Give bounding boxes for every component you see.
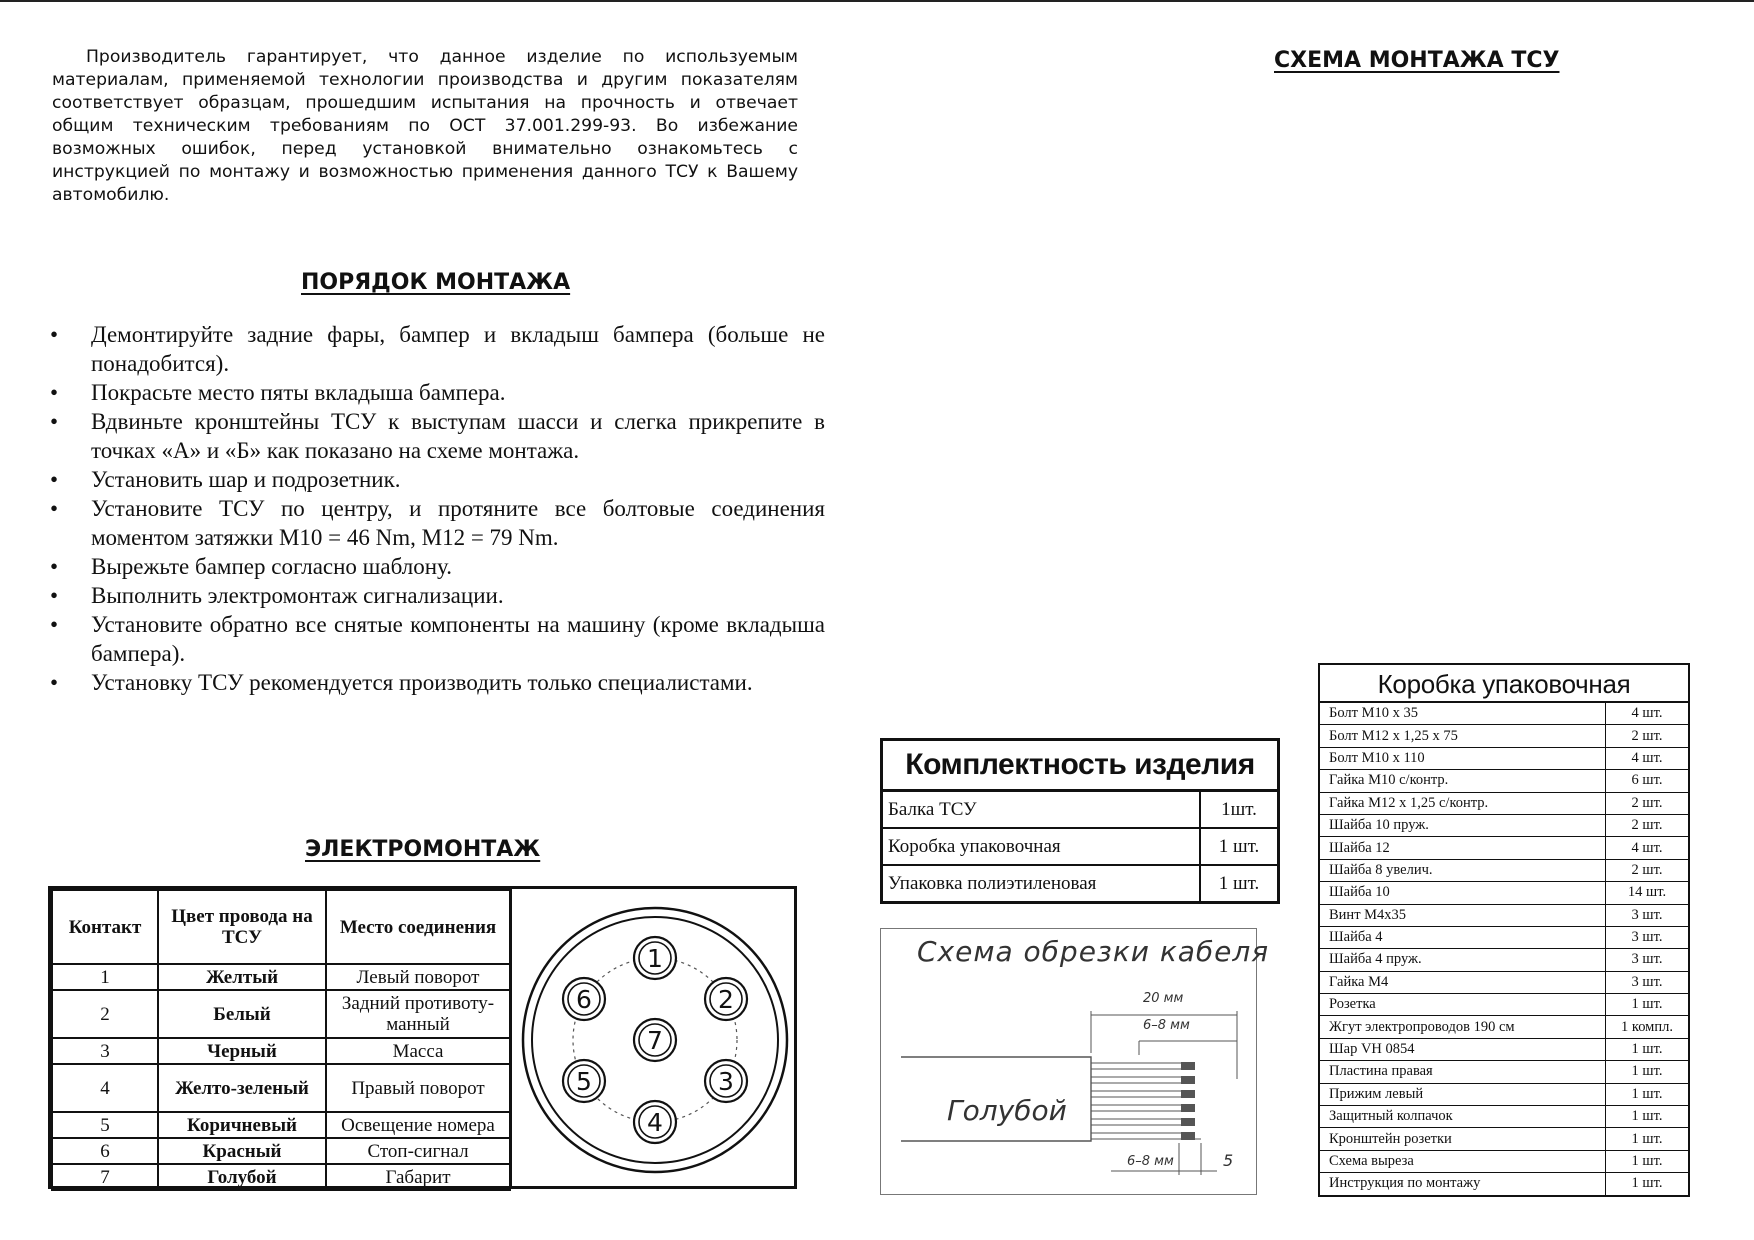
wiring-row	[52, 1138, 510, 1164]
connection-place: Правый поворот	[326, 1064, 510, 1112]
packing-row	[1320, 1173, 1688, 1195]
wire-color: Красный	[158, 1138, 326, 1164]
socket-pin-label: 7	[647, 1026, 663, 1055]
wire-color: Белый	[158, 990, 326, 1038]
installation-step: • Вырежьте бампер согласно шаблону.	[50, 552, 825, 581]
wire-tips	[1181, 1062, 1195, 1140]
packing-qty: 2 шт.	[1606, 859, 1689, 881]
installation-step: • Демонтируйте задние фары, бампер и вкладыш бампера (больше не понадобится).	[50, 320, 825, 378]
packing-row	[1320, 792, 1688, 814]
packing-row	[1320, 725, 1688, 747]
packing-qty: 3 шт.	[1606, 904, 1689, 926]
packing-item: Шайба 12	[1320, 837, 1606, 859]
connection-place: Освещение номера	[326, 1112, 510, 1138]
packing-item: Прижим левый	[1320, 1083, 1606, 1105]
packing-item: Кронштейн розетки	[1320, 1128, 1606, 1150]
packing-qty: 1 шт.	[1606, 1150, 1689, 1172]
packing-qty: 2 шт.	[1606, 814, 1689, 836]
packing-qty: 2 шт.	[1606, 725, 1689, 747]
installation-order-heading: ПОРЯДОК МОНТАЖА	[301, 270, 571, 295]
packing-row	[1320, 1083, 1688, 1105]
packing-qty: 3 шт.	[1606, 926, 1689, 948]
packing-row	[1320, 994, 1688, 1016]
packing-row	[1320, 1016, 1688, 1038]
socket-pin-label: 4	[647, 1108, 663, 1137]
packing-item: Шайба 4	[1320, 926, 1606, 948]
contact-number: 2	[52, 990, 158, 1038]
packing-qty: 6 шт.	[1606, 770, 1689, 792]
socket-pin-5	[563, 1060, 605, 1102]
packing-qty: 4 шт.	[1606, 837, 1689, 859]
connection-place: Стоп-сигнал	[326, 1138, 510, 1164]
packing-qty: 1 шт.	[1606, 1061, 1689, 1083]
packing-item: Пластина правая	[1320, 1061, 1606, 1083]
packing-row	[1320, 926, 1688, 948]
socket-pin-label: 5	[576, 1067, 592, 1096]
packing-row	[1320, 1128, 1688, 1150]
dimension-end: 5	[1223, 1151, 1234, 1170]
completeness-row	[883, 828, 1277, 865]
packing-row	[1320, 770, 1688, 792]
wiring-row	[52, 1164, 510, 1190]
contact-number: 7	[52, 1164, 158, 1190]
packing-qty: 14 шт.	[1606, 882, 1689, 904]
installation-steps-list	[50, 320, 825, 697]
wiring-heading: ЭЛЕКТРОМОНТАЖ	[305, 837, 541, 862]
packing-qty: 3 шт.	[1606, 971, 1689, 993]
completeness-qty: 1шт.	[1200, 792, 1277, 828]
completeness-item: Балка ТСУ	[888, 798, 977, 820]
packing-row	[1320, 747, 1688, 769]
connection-place: Левый поворот	[326, 964, 510, 990]
packing-qty: 3 шт.	[1606, 949, 1689, 971]
packing-item: Гайка M4	[1320, 971, 1606, 993]
packing-item: Защитный колпачок	[1320, 1106, 1606, 1128]
col-header-contact: Контакт	[52, 890, 158, 964]
installation-step: • Вдвиньте кронштейны ТСУ к выступам шасси и слегка прикрепите в точках «А» и «Б» как показано на схеме монтажа.	[50, 407, 825, 465]
packing-item: Болт M10 x 35	[1329, 705, 1418, 722]
contact-number: 6	[52, 1138, 158, 1164]
mounting-scheme-heading: СХЕМА МОНТАЖА ТСУ	[1274, 48, 1560, 73]
packing-row	[1320, 971, 1688, 993]
packing-qty: 1 шт.	[1606, 1038, 1689, 1060]
packing-row	[1320, 859, 1688, 881]
packing-item: Розетка	[1320, 994, 1606, 1016]
installation-step: • Покрасьте место пяты вкладыша бампера.	[50, 378, 825, 407]
packing-qty: 4 шт.	[1606, 747, 1689, 769]
packing-box-table-box	[1318, 663, 1690, 1197]
packing-row	[1320, 1061, 1688, 1083]
installation-step: • Установите обратно все снятые компоненты на машину (кроме вкладыша бампера).	[50, 610, 825, 668]
completeness-table	[883, 792, 1277, 901]
packing-item: Болт M10 x 110	[1320, 747, 1606, 769]
packing-item: Шайба 10	[1320, 882, 1606, 904]
wire-color: Желто-зеленый	[158, 1064, 326, 1112]
table-divider	[509, 889, 512, 1186]
packing-item: Шайба 8 увелич.	[1320, 859, 1606, 881]
completeness-item: Упаковка полиэтиленовая	[883, 865, 1200, 901]
contact-number: 5	[52, 1112, 158, 1138]
cable-cut-diagram	[880, 928, 1270, 1195]
socket-pin-3	[705, 1060, 747, 1102]
packing-row	[1320, 904, 1688, 926]
socket-pinout-diagram	[517, 892, 794, 1189]
wire-color: Голубой	[158, 1164, 326, 1190]
connection-place: Габарит	[326, 1164, 510, 1190]
packing-item: Схема выреза	[1320, 1150, 1606, 1172]
packing-qty: 1 компл.	[1606, 1016, 1689, 1038]
packing-box-title: Коробка упаковочная	[1320, 665, 1688, 703]
packing-row	[1320, 882, 1688, 904]
socket-pin-label: 3	[718, 1067, 734, 1096]
socket-pin-2	[705, 978, 747, 1020]
socket-pin-7	[634, 1019, 676, 1061]
packing-item: Инструкция по монтажу	[1320, 1173, 1606, 1195]
packing-row	[1320, 1150, 1688, 1172]
contact-number: 4	[52, 1064, 158, 1112]
installation-step: • Установить шар и подрозетник.	[50, 465, 825, 494]
completeness-row	[883, 865, 1277, 901]
warranty-paragraph: Производитель гарантирует, что данное изделие по используемым материалам, применяемой технологии производства и другим показателям соответствует образцам, прошедшим испытания на прочность и отвечает общим техническим требованиям по ОСТ 37.001.299-93. Во избежание возможных ошибок, перед установкой внимательно ознакомьтесь с инструкцией по монтажу и возможностью применения данного ТСУ к Вашему автомобилю.	[52, 47, 798, 205]
packing-item: Винт M4x35	[1320, 904, 1606, 926]
contact-number: 3	[52, 1038, 158, 1064]
wire-color: Желтый	[158, 964, 326, 990]
packing-item: Болт M12 x 1,25 x 75	[1320, 725, 1606, 747]
packing-item: Гайка M12 x 1,25 с/контр.	[1320, 792, 1606, 814]
packing-item: Шайба 10 пруж.	[1320, 814, 1606, 836]
col-header-wire-color: Цвет провода на ТСУ	[158, 890, 326, 964]
completeness-title: Комплектность изделия	[883, 741, 1277, 792]
packing-qty: 1 шт.	[1606, 1173, 1689, 1195]
packing-row	[1320, 837, 1688, 859]
packing-row	[1320, 949, 1688, 971]
completeness-table-box	[880, 738, 1280, 904]
cable-wires	[1091, 1063, 1201, 1139]
packing-qty: 2 шт.	[1606, 792, 1689, 814]
installation-step: • Установку ТСУ рекомендуется производить только специалистами.	[50, 668, 825, 697]
socket-pin-label: 1	[647, 944, 663, 973]
contact-number: 1	[52, 964, 158, 990]
socket-pin-1	[634, 937, 676, 979]
completeness-qty: 1 шт.	[1200, 865, 1277, 901]
packing-row	[1320, 703, 1688, 725]
dimension-total: 20 мм	[1143, 991, 1184, 1006]
packing-box-table	[1320, 703, 1688, 1195]
packing-row	[1320, 1106, 1688, 1128]
packing-qty: 1 шт.	[1606, 1083, 1689, 1105]
wiring-row	[52, 1064, 510, 1112]
socket-pin-label: 2	[718, 985, 734, 1014]
packing-item: Жгут электропроводов 190 см	[1320, 1016, 1606, 1038]
cable-wire-label: Голубой	[947, 1094, 1067, 1127]
installation-step: • Установите ТСУ по центру, и протяните все болтовые соединения моментом затяжки M10 = 46 Nm, M12 = 79 Nm.	[50, 494, 825, 552]
packing-item: Шайба 4 пруж.	[1320, 949, 1606, 971]
completeness-item: Коробка упаковочная	[883, 828, 1200, 865]
wiring-table-body	[52, 964, 510, 1190]
packing-qty: 1 шт.	[1606, 1106, 1689, 1128]
socket-pin-label: 6	[576, 985, 592, 1014]
socket-pin-4	[634, 1101, 676, 1143]
wiring-panel	[48, 886, 797, 1189]
dimension-lines	[1091, 1011, 1237, 1175]
wiring-row	[52, 1112, 510, 1138]
wiring-row	[52, 990, 510, 1038]
packing-row	[1320, 1038, 1688, 1060]
packing-qty: 4 шт.	[1606, 703, 1689, 725]
packing-row	[1320, 814, 1688, 836]
dimension-strip-bottom: 6–8 мм	[1127, 1154, 1174, 1169]
page-top-rule	[0, 0, 1754, 2]
packing-item: Гайка M10 с/контр.	[1320, 770, 1606, 792]
wire-color: Коричневый	[158, 1112, 326, 1138]
completeness-qty: 1 шт.	[1200, 828, 1277, 865]
completeness-row	[883, 792, 1277, 828]
wire-color: Черный	[158, 1038, 326, 1064]
packing-qty: 1 шт.	[1606, 1128, 1689, 1150]
dimension-strip-top: 6–8 мм	[1143, 1018, 1190, 1033]
col-header-connection: Место соединения	[326, 890, 510, 964]
connection-place: Задний противоту-манный	[326, 990, 510, 1038]
packing-item: Шар VH 0854	[1320, 1038, 1606, 1060]
cable-diagram-title: Схема обрезки кабеля	[917, 935, 1270, 968]
cable-cut-drawing	[881, 929, 1258, 1196]
installation-step: • Выполнить электромонтаж сигнализации.	[50, 581, 825, 610]
socket-pin-6	[563, 978, 605, 1020]
packing-qty: 1 шт.	[1606, 994, 1689, 1016]
wiring-row	[52, 964, 510, 990]
connection-place: Масса	[326, 1038, 510, 1064]
wiring-table	[51, 889, 511, 1191]
wiring-row	[52, 1038, 510, 1064]
